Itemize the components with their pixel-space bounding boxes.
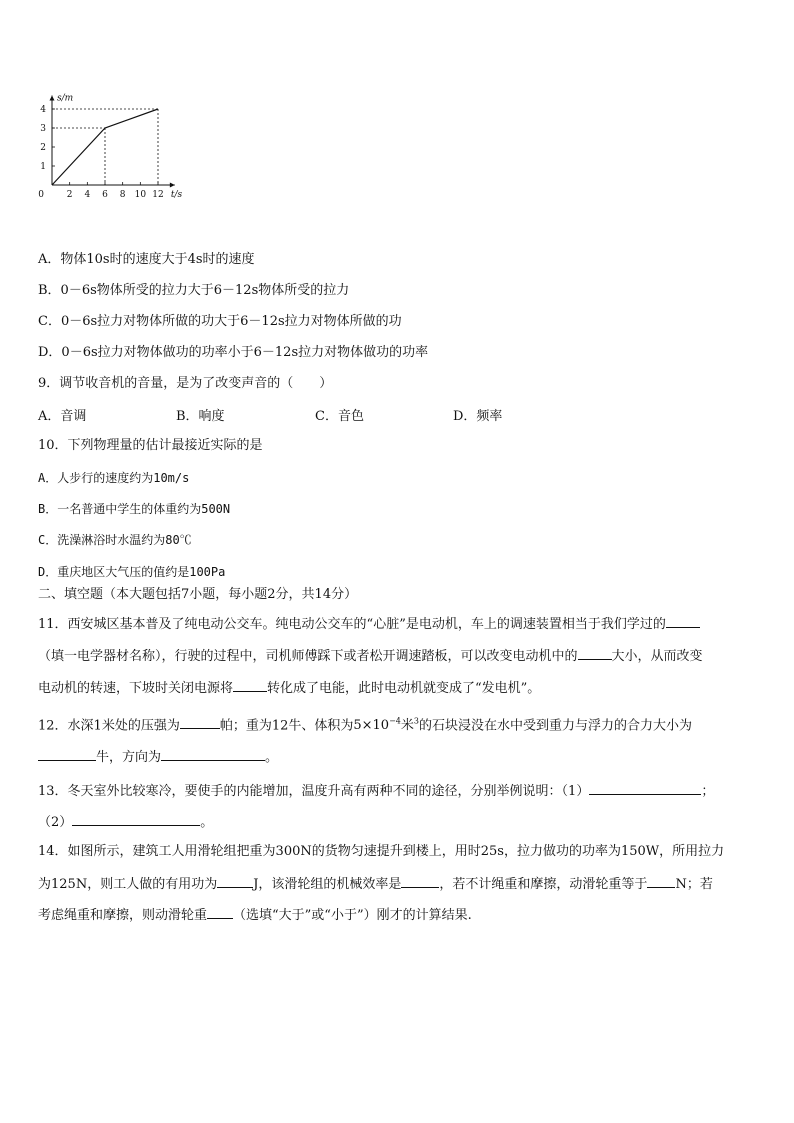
q13-text-1: 13．冬天室外比较寒冷，要使手的内能增加，温度升高有两种不同的途径，分别举例说明：（1） bbox=[38, 784, 590, 799]
q8-option-a: A．物体10s时的速度大于4s时的速度 bbox=[38, 252, 255, 267]
q14-line-2 bbox=[38, 873, 713, 895]
q13-text-4: 。 bbox=[200, 815, 214, 830]
q14-blank-2[interactable] bbox=[401, 873, 439, 888]
q9-option-b: B．响度 bbox=[176, 409, 225, 424]
q14-text-2: 为125N，则工人做的有用功为 bbox=[38, 877, 218, 892]
x-tick-label-5: 12 bbox=[152, 190, 164, 200]
q8-option-c: C．0－6s拉力对物体所做的功大于6－12s拉力对物体所做的功 bbox=[38, 314, 402, 329]
q10-option-c: C．洗澡淋浴时水温约为80℃ bbox=[38, 533, 192, 547]
q12-blank-1[interactable] bbox=[180, 714, 220, 729]
q9-stem: 9．调节收音机的音量，是为了改变声音的（ ） bbox=[38, 376, 333, 391]
q12-blank-3[interactable] bbox=[161, 746, 265, 761]
q12-text-5: 。 bbox=[265, 750, 279, 765]
q11-line-3 bbox=[38, 677, 540, 699]
y-tick-label-3: 4 bbox=[40, 105, 46, 115]
q10-option-a: A．人步行的速度约为10m/s bbox=[38, 471, 190, 485]
q13-text-3: （2） bbox=[38, 815, 73, 830]
y-axis-arrow bbox=[50, 96, 55, 101]
q14-blank-4[interactable] bbox=[207, 904, 233, 919]
q12-sci-unit-exp: 3 bbox=[413, 717, 419, 726]
q13-line-2 bbox=[38, 811, 213, 833]
q10-stem: 10．下列物理量的估计最接近实际的是 bbox=[38, 438, 263, 453]
x-axis-arrow bbox=[170, 183, 175, 188]
q11-text-3: 大小，从而改变 bbox=[611, 649, 703, 664]
x-tick-label-0: 2 bbox=[66, 190, 73, 200]
q14-blank-1[interactable] bbox=[217, 873, 253, 888]
q12-text-2: 帕；重为12牛、体积为 bbox=[219, 718, 354, 734]
q10-option-b: B．一名普通中学生的体重约为500N bbox=[38, 502, 231, 516]
q14-text-5: N；若 bbox=[675, 877, 713, 892]
q11-line-2 bbox=[38, 645, 703, 667]
q11-text-4: 电动机的转速，下坡时关闭电源将 bbox=[38, 681, 234, 696]
distance-time-chart bbox=[30, 80, 210, 205]
q12-blank-2[interactable] bbox=[38, 746, 96, 761]
q11-blank-1[interactable] bbox=[666, 613, 700, 628]
q12-text-3: 的石块浸没在水中受到重力与浮力的合力大小为 bbox=[419, 718, 693, 734]
q14-text-7: （选填“大于”或“小于”）刚才的计算结果. bbox=[233, 908, 472, 923]
q10-option-d: D．重庆地区大气压的值约是100Pa bbox=[38, 565, 226, 579]
q14-blank-3[interactable] bbox=[647, 873, 675, 888]
q12-text-1: 12．水深1米处的压强为 bbox=[38, 718, 180, 734]
q8-option-d: D．0－6s拉力对物体做功的功率小于6－12s拉力对物体做功的功率 bbox=[38, 345, 429, 360]
q13-text-2: ； bbox=[701, 784, 715, 799]
q9-option-c: C．音色 bbox=[315, 409, 364, 424]
q11-blank-3[interactable] bbox=[233, 677, 267, 692]
q14-text-4: ，若不计绳重和摩擦，动滑轮重等于 bbox=[439, 877, 648, 892]
q11-blank-2[interactable] bbox=[578, 645, 612, 660]
q14-line-1 bbox=[38, 842, 724, 862]
q9-option-a: A．音调 bbox=[38, 409, 87, 424]
q11-text-1: 11．西安城区基本普及了纯电动公交车。纯电动公交车的“心脏”是电动机，车上的调速装置相当于我们学过的 bbox=[38, 617, 666, 632]
section-2-heading: 二、填空题（本大题包括7小题，每小题2分，共14分） bbox=[38, 587, 358, 602]
q12-line-1 bbox=[38, 712, 692, 736]
y-tick-label-1: 2 bbox=[40, 143, 46, 153]
q12-sci-unit: 米 bbox=[400, 718, 414, 734]
q12-sci-base: 5×10 bbox=[353, 718, 390, 734]
q14-text-1: 14．如图所示，建筑工人用滑轮组把重为300N的货物匀速提升到楼上，用时25s，拉力做功的功率为150W，所用拉力 bbox=[38, 844, 725, 859]
q13-line-1 bbox=[38, 780, 714, 802]
x-axis-label: t/s bbox=[170, 190, 183, 200]
q12-text-4: 牛，方向为 bbox=[96, 750, 162, 765]
q14-text-3: J，该滑轮组的机械效率是 bbox=[253, 877, 402, 892]
x-tick-label-4: 10 bbox=[134, 190, 147, 200]
y-axis-label: s/m bbox=[57, 93, 74, 104]
q9-option-d: D．频率 bbox=[453, 409, 503, 424]
y-tick-label-2: 3 bbox=[40, 124, 46, 134]
q8-option-b: B．0－6s物体所受的拉力大于6－12s物体所受的拉力 bbox=[38, 283, 350, 298]
x-tick-label-1: 4 bbox=[84, 190, 91, 200]
q11-text-5: 转化成了电能，此时电动机就变成了“发电机”。 bbox=[267, 681, 541, 696]
q12-sci-exp: −4 bbox=[389, 717, 401, 726]
q13-blank-1[interactable] bbox=[589, 780, 701, 795]
x-tick-label-2: 6 bbox=[102, 190, 108, 200]
origin-label: 0 bbox=[38, 190, 44, 200]
x-tick-label-3: 8 bbox=[119, 190, 126, 200]
q14-text-6: 考虑绳重和摩擦，则动滑轮重 bbox=[38, 908, 208, 923]
q11-line-1 bbox=[38, 613, 700, 635]
q11-text-2: （填一电学器材名称），行驶的过程中，司机师傅踩下或者松开调速踏板，可以改变电动机中的 bbox=[38, 649, 578, 664]
q12-volume-expression bbox=[353, 718, 419, 733]
q14-line-3 bbox=[38, 904, 472, 926]
y-tick-label-0: 1 bbox=[40, 162, 46, 172]
q13-blank-2[interactable] bbox=[72, 811, 200, 826]
q12-line-2 bbox=[38, 746, 278, 768]
